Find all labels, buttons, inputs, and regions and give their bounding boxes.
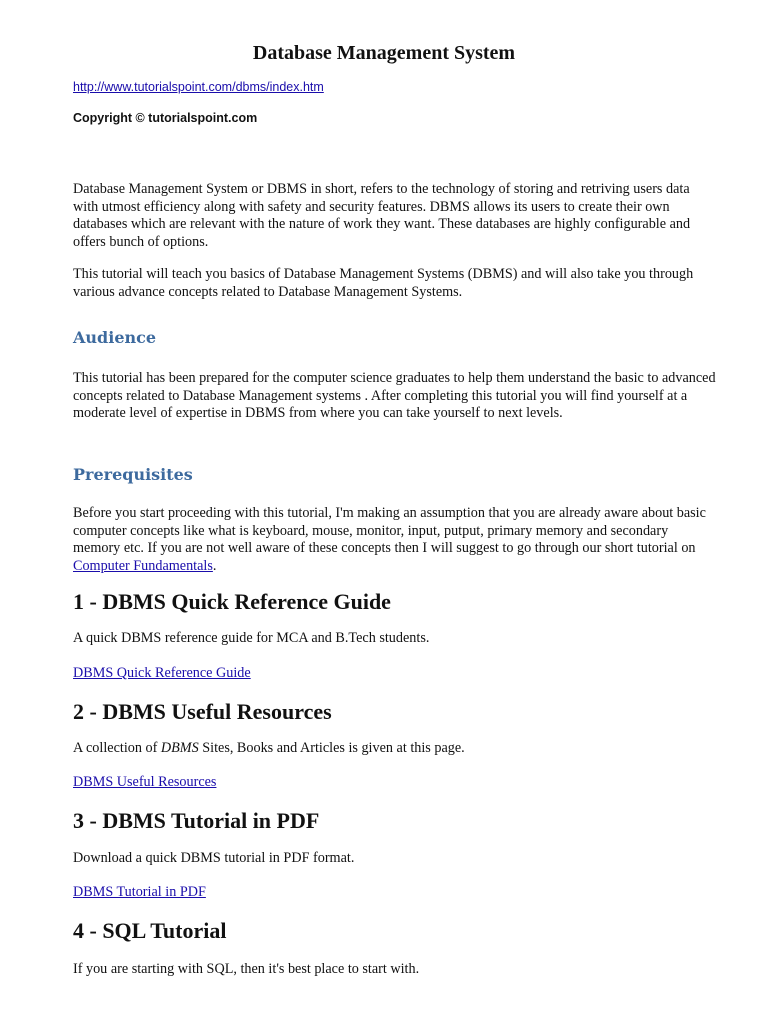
page-title: Database Management System — [252, 42, 516, 64]
dbms-quick-reference-guide-link[interactable]: DBMS Quick Reference Guide — [73, 665, 251, 681]
copyright-notice: Copyright © tutorialspoint.com — [73, 111, 258, 125]
audience-paragraph: This tutorial has been prepared for the computer science graduates to help them understand the basic to advanced concepts related to Database Management systems . After completing this tutorial you will find yourself at a moderate level of expertise in DBMS from where you can take yourself to next levels. — [73, 370, 716, 421]
section-2-desc-em: DBMS — [160, 740, 199, 756]
prerequisites-heading: Prerequisites — [73, 465, 193, 484]
prerequisites-paragraph — [73, 505, 716, 575]
computer-fundamentals-link[interactable]: Computer Fundamentals — [73, 557, 213, 574]
section-2-description — [73, 740, 716, 758]
section-3-heading: 3 - DBMS Tutorial in PDF — [73, 808, 320, 833]
prerequisites-text: Before you start proceeding with this tutorial, I'm making an assumption that you are already aware about basic computer concepts like what is keyboard, mouse, monitor, input, putput, primary memory and secondary memory etc. If you are not well aware of these concepts then I will suggest to go through our short tutorial on — [73, 505, 706, 556]
dbms-tutorial-pdf-link[interactable]: DBMS Tutorial in PDF — [73, 884, 206, 900]
audience-heading: Audience — [73, 328, 157, 347]
section-1-link-line — [73, 665, 716, 683]
source-url — [73, 80, 716, 94]
intro-paragraph-1: Database Management System or DBMS in short, refers to the technology of storing and retriving users data with utmost efficiency along with safety and security features. DBMS allows its users to create their own databases which are relevant with the nature of work they want. These databases are highly configurable and offers bunch of options. — [73, 181, 691, 250]
dbms-useful-resources-link[interactable]: DBMS Useful Resources — [73, 774, 217, 790]
section-2-desc-post: Sites, Books and Articles is given at this page. — [198, 740, 465, 756]
source-url-link[interactable]: http://www.tutorialspoint.com/dbms/index.htm — [73, 80, 324, 94]
section-2-heading: 2 - DBMS Useful Resources — [73, 699, 332, 724]
section-4-description: If you are starting with SQL, then it's best place to start with. — [73, 961, 420, 977]
section-2-link-line — [73, 774, 716, 792]
section-3-link-line — [73, 884, 716, 902]
section-1-heading: 1 - DBMS Quick Reference Guide — [73, 589, 391, 614]
section-1-description: A quick DBMS reference guide for MCA and B.Tech students. — [73, 630, 430, 646]
section-3-description: Download a quick DBMS tutorial in PDF format. — [73, 850, 355, 866]
prerequisites-period: . — [212, 557, 217, 574]
intro-paragraph-2: This tutorial will teach you basics of Database Management Systems (DBMS) and will also take you through various advance concepts related to Database Management Systems. — [73, 266, 694, 300]
section-2-desc-pre: A collection of — [73, 740, 161, 756]
section-4-heading: 4 - SQL Tutorial — [73, 918, 227, 943]
